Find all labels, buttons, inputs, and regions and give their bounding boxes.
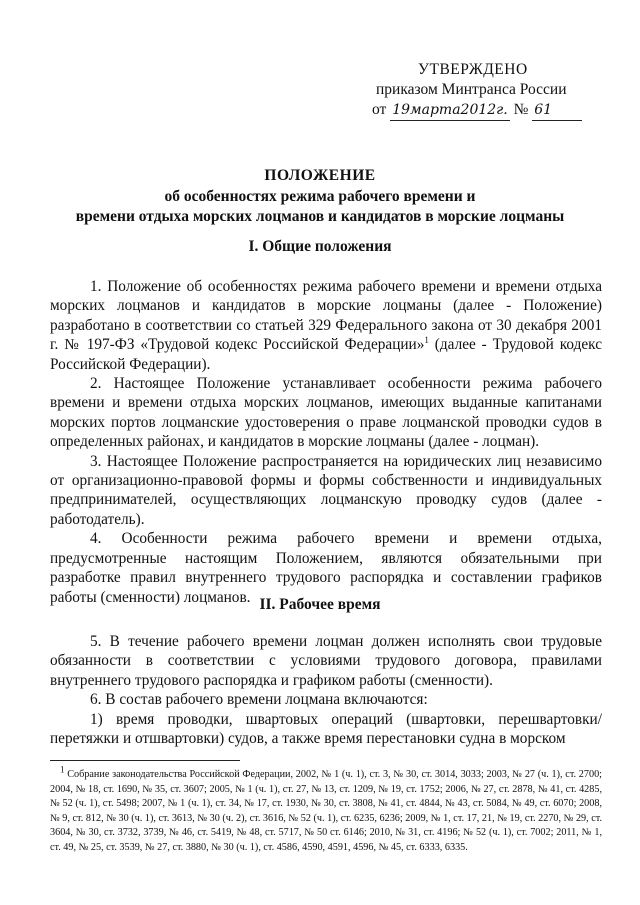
paragraph-4: 4. Особенности режима рабочего времени и времени отдыха, предусмотренные настоящим Положением, являются обязательными при разработке правил внутреннего трудового распорядка и составлении графиков работы (сменности) лоцманов. [50,530,602,606]
title-line-2: времени отдыха морских лоцманов и кандидатов в морские лоцманы [75,208,565,225]
approval-stamp [372,60,612,121]
footnote-ref: 1 [424,335,429,346]
paragraph-3: 3. Настоящее Положение распространяется на юридических лиц независимо от организационно-правовой формы и формы собственности и индивидуальных предпринимателей, осуществляющих лоцманскую проводку судов (далее - работодатель). [50,452,602,528]
approval-order: приказом Минтранса России [376,81,567,98]
paragraph-1 [50,277,602,374]
document-title [30,166,610,227]
number-prefix: № [513,101,529,118]
footnote-marker: 1 [60,764,65,775]
paragraph-2: 2. Настоящее Положение устанавливает особенности режима рабочего времени и времени отдыха морских лоцманов, имеющих выданные капитанами морских портов лоцманские удостоверения о праве лоцманской проводки судов в определенных районах, и кандидатов в морские лоцманы (далее - лоцман). [50,375,602,451]
footnote-divider [50,760,240,761]
title-line-1: об особенностях режима рабочего времени и [164,188,476,205]
section-2-heading: II. Рабочее время [259,596,381,613]
paragraph-1-text: 1. Положение об особенностях режима рабочего времени и времени отдыха морских лоцманов и кандидатов в морские лоцманы (далее - Положение) разработано в соответствии со статьей 329 Федерального закона от 30 декабря 2001 г. № 197-ФЗ «Трудовой кодекс Российской Федерации» [50,278,602,354]
footnote [50,764,602,856]
paragraph-6: 6. В состав рабочего времени лоцмана включаются: [90,691,428,709]
paragraph-1-tail: (далее - Трудовой кодекс Российской Федерации). [50,336,602,373]
section-1-heading: I. Общие положения [248,238,392,255]
handwritten-date: 19марта2012г. [390,100,510,121]
title-main: ПОЛОЖЕНИЕ [264,167,376,184]
paragraph-5: 5. В течение рабочего времени лоцман должен исполнять свои трудовые обязанности в соответствии с условиями трудового договора, правилами внутреннего трудового распорядка и графиком работы (сменности). [50,633,602,689]
handwritten-number: 61 [532,100,582,121]
section-2-body [50,632,602,748]
approval-date-line [372,100,612,121]
footnote-text: Собрание законодательства Российской Федерации, 2002, № 1 (ч. 1), ст. 3, № 30, ст. 3014, 3033; 2003, № 27 (ч. 1), ст. 2700; 2004, № 18, ст. 1690, № 35, ст. 3607; 2005, № 1 (ч. 1), ст. 27, № 13, ст. 1209, № 19, ст. 1752; 2006, № 27, ст. 2878, № 41, ст. 4285, № 52 (ч. 1), ст. 5498; 2007, № 1 (ч. 1), ст. 34, № 17, ст. 1930, № 30, ст. 3808, № 41, ст. 4844, № 43, ст. 5084, № 49, ст. 6070; 2008, № 9, ст. 812, № 30 (ч. 1), ст. 3613, № 30 (ч. 2), ст. 3616, № 52 (ч. 1), ст. 6235, 6236; 2009, № 1, ст. 17, 21, № 19, ст. 2270, № 29, ст. 3604, № 30, ст. 3732, 3739, № 46, ст. 5419, № 48, ст. 5717, № 50 ст. 6146; 2010, № 31, ст. 4196; № 52 (ч. 1), ст. 7002; 2011, № 1, ст. 49, № 25, ст. 3539, № 27, ст. 3880, № 30 (ч. 1), ст. 4586, 4590, 4591, 4596, № 45, ст. 6333, 6335. [50,769,602,853]
section-1-body [50,277,602,607]
date-prefix: от [372,101,387,118]
approval-title: УТВЕРЖДЕНО [418,61,528,78]
paragraph-6-1: 1) время проводки, швартовых операций (швартовки, перешвартовки/ перетяжки и отшвартовки) судов, а также время перестановки судна в морском [50,710,602,748]
